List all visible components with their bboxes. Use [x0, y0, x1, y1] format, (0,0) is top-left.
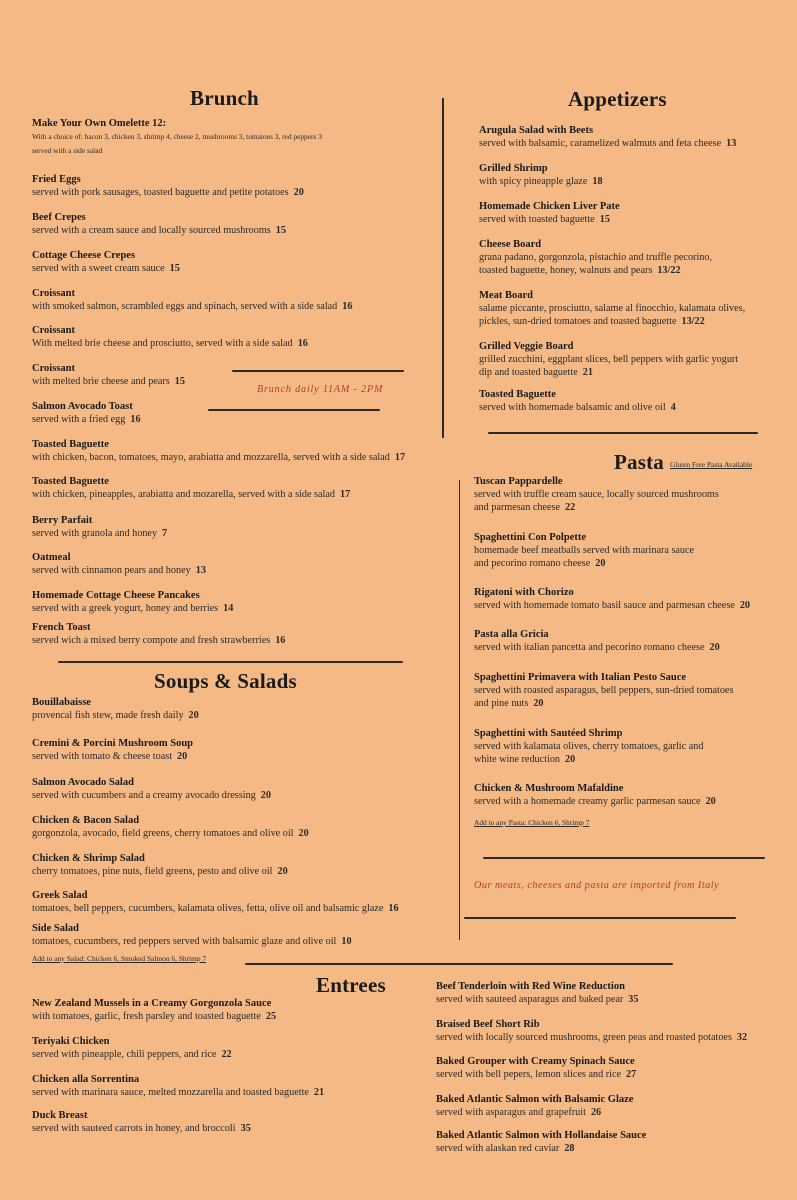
menu-item: Chicken alla Sorrentina served with marinara sauce, melted mozzarella and toasted baguette 21	[32, 1074, 325, 1098]
menu-item: Braised Beef Short Rib served with locally sourced mushrooms, green peas and roasted potatoes 32	[436, 1019, 748, 1043]
gluten-free-note: Gluten Free Pasta Available	[670, 460, 753, 469]
menu-item: Teriyaki Chicken served with pineapple, chili peppers, and rice 22	[32, 1036, 232, 1060]
vertical-divider-pasta	[459, 480, 460, 940]
menu-item: Homemade Cottage Cheese Pancakes served with a greek yogurt, honey and berries 14	[32, 590, 234, 614]
menu-item: Salmon Avocado Salad served with cucumbers and a creamy avocado dressing 20	[32, 777, 271, 801]
imported-note: Our meats, cheeses and pasta are imported from Italy	[474, 880, 720, 891]
menu-item: Beef Crepes served with a cream sauce and locally sourced mushrooms 15	[32, 212, 286, 236]
imported-rule-bottom	[464, 917, 736, 919]
menu-item: Cremini & Porcini Mushroom Soup served with tomato & cheese toast 20	[32, 738, 194, 762]
menu-item: Chicken & Mushroom Mafaldine served with a homemade creamy garlic parmesan sauce 20	[474, 783, 716, 807]
pasta-title: Pasta	[614, 450, 664, 474]
omelette-side: served with a side salad	[32, 146, 103, 155]
menu-item: Meat Board salame piccante, prosciutto, salame al finocchio, kalamata olives, pickles, sun-dried tomatoes and toasted baguette 13/22	[479, 290, 746, 327]
menu-item: Spaghettini with Sautéed Shrimp served with kalamata olives, cherry tomatoes, garlic and white wine reduction 20	[474, 728, 704, 765]
soups-title: Soups & Salads	[154, 669, 297, 693]
menu-item: Cheese Board grana padano, gorgonzola, pistachio and truffle pecorino, toasted baguette, honey, walnuts and pears 13/22	[479, 239, 713, 276]
menu-item: New Zealand Mussels in a Creamy Gorgonzola Sauce with tomatoes, garlic, fresh parsley and toasted baguette 25	[32, 998, 277, 1022]
soups-divider-rule	[58, 661, 403, 663]
menu-item: Fried Eggs served with pork sausages, toasted baguette and petite potatoes 20	[32, 174, 304, 198]
menu-item: Side Salad tomatoes, cucumbers, red peppers served with balsamic glaze and olive oil 10	[32, 923, 352, 947]
menu-item: Toasted Baguette served with homemade balsamic and olive oil 4	[479, 389, 676, 413]
entrees-title: Entrees	[316, 973, 386, 997]
omelette-choices: With a choice of: bacon 3, chicken 3, shrimp 4, cheese 2, mushrooms 3, tomatoes 3, red peppers 3	[32, 132, 322, 141]
salad-addon-note: Add to any Salad: Chicken 6, Smoked Salmon 6, Shrimp 7	[32, 954, 207, 963]
menu-item: Baked Grouper with Creamy Spinach Sauce served with bell pepers, lemon slices and rice 27	[436, 1056, 637, 1080]
brunch-hours: Brunch daily 11AM - 2PM	[257, 384, 384, 395]
vertical-divider-top	[442, 98, 444, 438]
pasta-addon-note: Add to any Pasta: Chicken 6, Shrimp 7	[474, 818, 590, 827]
menu-item: Toasted Baguette with chicken, bacon, tomatoes, mayo, arabiatta and mozzarella, served with a side salad 17	[32, 439, 406, 463]
entrees-divider-rule	[245, 963, 673, 965]
menu-item: French Toast served wich a mixed berry compote and fresh strawberries 16	[32, 622, 286, 646]
imported-rule-top	[483, 857, 765, 859]
menu-item: Cottage Cheese Crepes served with a sweet cream sauce 15	[32, 250, 180, 274]
brunch-hours-rule-bottom	[208, 409, 380, 411]
appetizers-title: Appetizers	[568, 87, 667, 111]
menu-item: Arugula Salad with Beets served with balsamic, caramelized walmuts and feta cheese 13	[479, 125, 737, 149]
menu-item: Spaghettini Primavera with Italian Pesto Sauce served with roasted asparagus, bell peppers, sun-dried tomatoes and pine nuts 20	[474, 672, 734, 709]
menu-item: Greek Salad tomatoes, bell peppers, cucumbers, kalamata olives, fetta, olive oil and balsamic glaze 16	[32, 890, 399, 914]
menu-item: Croissant with melted brie cheese and pears 15	[32, 363, 185, 387]
pasta-divider-rule	[488, 432, 758, 434]
brunch-title: Brunch	[190, 86, 259, 110]
brunch-hours-rule-top	[232, 370, 404, 372]
menu-item: Baked Atlantic Salmon with Balsamic Glaze served with asparagus and grapefruit 26	[436, 1094, 634, 1118]
menu-item: Croissant With melted brie cheese and prosciutto, served with a side salad 16	[32, 325, 308, 349]
menu-item: Oatmeal served with cinnamon pears and honey 13	[32, 552, 206, 576]
menu-item: Bouillabaisse provencal fish stew, made fresh daily 20	[32, 697, 199, 721]
menu-item: Chicken & Shrimp Salad cherry tomatoes, pine nuts, field greens, pesto and olive oil 20	[32, 853, 288, 877]
menu-item: Rigatoni with Chorizo served with homemade tomato basil sauce and parmesan cheese 20	[474, 587, 751, 611]
menu-item: Grilled Veggie Board grilled zucchini, eggplant slices, bell peppers with garlic yogurt dip and toasted baguette 21	[479, 341, 739, 378]
omelette-name: Make Your Own Omelette 12:	[32, 118, 167, 129]
menu-item: Salmon Avocado Toast served with a fried egg 16	[32, 401, 141, 425]
menu-item: Croissant with smoked salmon, scrambled eggs and spinach, served with a side salad 16	[32, 288, 353, 312]
menu-item: Duck Breast served with sauteed carrots in honey, and broccoli 35	[32, 1110, 251, 1134]
menu-item: Beef Tenderloin with Red Wine Reduction served with sauteed asparagus and baked pear 35	[436, 981, 639, 1005]
menu-item: Spaghettini Con Polpette homemade beef meatballs served with marinara sauce and pecorino romano cheese 20	[474, 532, 695, 569]
menu-item: Pasta alla Gricia served with italian pancetta and pecorino romano cheese 20	[474, 629, 720, 653]
menu-item: Tuscan Pappardelle served with truffle cream sauce, locally sourced mushrooms and parmesan cheese 22	[474, 476, 719, 513]
menu-item: Grilled Shrimp with spicy pineapple glaze 18	[479, 163, 603, 187]
menu-item: Baked Atlantic Salmon with Hollandaise Sauce served with alaskan red caviar 28	[436, 1130, 647, 1154]
menu-item: Berry Parfait served with granola and honey 7	[32, 515, 168, 539]
menu-item: Chicken & Bacon Salad gorgonzola, avocado, field greens, cherry tomatoes and olive oil 20	[32, 815, 309, 839]
menu-item: Homemade Chicken Liver Pate served with toasted baguette 15	[479, 201, 620, 225]
omelette-item	[32, 117, 322, 156]
menu-item: Toasted Baguette with chicken, pineapples, arabiatta and mozarella, served with a side salad 17	[32, 476, 351, 500]
